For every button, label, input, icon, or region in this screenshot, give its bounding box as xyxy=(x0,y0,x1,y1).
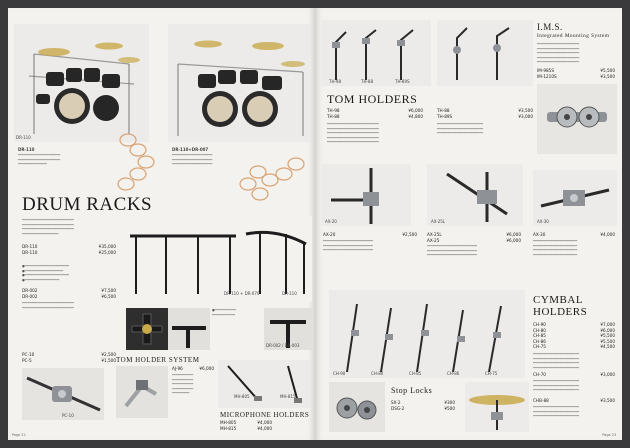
ax20-body: ━━━━━━━━━━━━━━━━━━━━━━━━━━ ━━━━━━━━━━━━━━━━━━━━━━━━━━ ━━━━━━━━━━━━━━━━━━━━━━━━━━ xyxy=(323,239,373,253)
stop-lock-photo xyxy=(329,382,385,432)
rack-model-2: DR-110 xyxy=(22,249,38,255)
ax-model-2-2: AX-25 xyxy=(427,237,440,243)
stop-lock-model-1: SX-2 xyxy=(391,400,401,405)
page-number-left: Page 22 xyxy=(12,433,26,437)
drum-racks-body: ━━━━━━━━━━━━━━━━━━━━━━━━━━━ ━━━━━━━━━━━━━━━━━━━━━━━━━━━ ━━━━━━━━━━━━━━━━━━━━━━━━━━━ ━━━━━━━━━━━━━━━━━━━ xyxy=(22,218,74,236)
tom-price-right-1: ¥3,500 xyxy=(518,108,533,113)
tom-holder-illustration-2 xyxy=(437,20,533,86)
pipe-clamp-models xyxy=(22,352,34,363)
rack-diagram xyxy=(126,216,312,302)
rack-joint-illustration-1 xyxy=(126,308,168,350)
cymbal-model-5: CH-75 xyxy=(533,344,546,350)
rack-price-1: ¥35,000 xyxy=(98,244,116,249)
ax-photo-label-1: AX-20 xyxy=(325,219,337,224)
rack-diagram-photo xyxy=(126,216,312,302)
caption-dr110-dr007-body: ━━━━━━━━━━━━━━━━━━━━━ ━━━━━━━━━━━━━━━━━━━━━ ━━━━━━━━━━━━━━━━━━━━━ xyxy=(172,153,213,167)
mic-holder-photo xyxy=(218,360,310,408)
ch70-body: ━━━━━━━━━━━━━━━━━━━━━━━━ ━━━━━━━━━━━━━━━━━━━━━━━━ ━━━━━━━━━━━━━━━━━━━━━━━━ xyxy=(533,379,580,393)
pipe-clamp-prices xyxy=(88,352,116,363)
ch-extra-price-2: ¥3,500 xyxy=(600,398,615,403)
mic-photo-label-2: MH-815 xyxy=(280,394,296,399)
mic-photo-label-1: MH-805 xyxy=(234,394,250,399)
cymbal-model-4: CH-86 xyxy=(533,338,546,344)
stop-lock-price-2: ¥500 xyxy=(444,405,455,411)
caption-dr110: DR-110 xyxy=(18,147,35,152)
ax25-illustration xyxy=(427,164,523,226)
mic-price-2: ¥4,000 xyxy=(257,425,272,431)
ax25-photo xyxy=(427,164,523,226)
ims-subtitle: Integrated Mounting System xyxy=(537,33,610,39)
section-title-tom-holder-system: TOM HOLDER SYSTEM xyxy=(116,356,200,364)
left-page xyxy=(8,8,315,440)
ax-price-2-1: ¥6,000 xyxy=(506,232,521,237)
mic-holder-illustration xyxy=(218,360,310,408)
tom-price-left-2: ¥4,800 xyxy=(408,113,423,119)
ax20-illustration xyxy=(321,164,411,226)
ax-model-2-1: AX-25L xyxy=(427,232,442,237)
accessory-prices xyxy=(88,288,116,299)
ax-photo-label-2: AX-25L xyxy=(431,219,446,224)
th-photo-label-3: TH-89S xyxy=(395,79,410,84)
tom-holder-illustration-1 xyxy=(321,20,431,86)
ax30-photo xyxy=(533,170,617,226)
drum-kit-illustration xyxy=(14,24,149,142)
accessory-body: ━━━━━━━━━━━━━━━━━━━━━━━━━━━ ━━━━━━━━━━━━━━━━━━━━━━━━━━━ xyxy=(22,301,74,310)
tom-holders-right-body: ━━━━━━━━━━━━━━━━━━━━━━━━ ━━━━━━━━━━━━━━━━━━━━━━━━ ━━━━━━━━━━━━━━━━━━━━━━━━ xyxy=(437,122,484,136)
cymbal-price-5: ¥4,500 xyxy=(600,344,615,350)
ax30-body: ━━━━━━━━━━━━━━━━━━━━━━━ ━━━━━━━━━━━━━━━━━━━━━━━ ━━━━━━━━━━━━━━━━━━━━━━━ ━━━━━━━━━━━━━━━━━━━━━━━ xyxy=(533,239,578,257)
accessory-price-2: ¥6,500 xyxy=(101,293,116,299)
mic-price-1: ¥4,000 xyxy=(257,420,272,425)
rack-joint-photo-3 xyxy=(264,308,312,350)
tom-holder-body: ━━━━━━━━━━━ ━━━━━━━━━━━ ━━━━━━━━━━━ ━━━━━━━━━━━ ━━━━━━━━━ xyxy=(172,373,194,396)
cymbal-holders-photo xyxy=(329,290,525,378)
pipe-clamp-price-1: ¥2,500 xyxy=(101,352,116,357)
tom-models-left xyxy=(327,108,340,119)
right-page xyxy=(315,8,622,440)
section-title-tom-holders: TOM HOLDERS xyxy=(327,92,418,106)
drum-kit-illustration-large xyxy=(168,24,310,142)
section-title-cymbal-holders: CYMBAL HOLDERS xyxy=(533,294,588,318)
tom-price-right-2: ¥3,000 xyxy=(518,113,533,119)
pipe-clamp-model-1: PC-10 xyxy=(22,352,35,357)
catalog-spread xyxy=(8,8,622,440)
caption-dr110-body: ━━━━━━━━━━━━━━━━━━━━━━ ━━━━━━━━━━━━━━━━━━━━━━ ━━━━━━━━━━━━━━━ xyxy=(18,153,61,167)
ims-prices xyxy=(587,68,615,79)
cymbal-model-1: CH-90 xyxy=(533,322,546,327)
cymbal-clamp-photo xyxy=(465,382,529,432)
rack-photo-label-3: DR-002 / DR-003 xyxy=(266,343,300,348)
cymbal-model-3: CH-85 xyxy=(533,333,546,339)
cymbal-model-2: CH-80 xyxy=(533,327,546,333)
cymbal-price-1: ¥7,000 xyxy=(600,322,615,327)
stop-lock-models xyxy=(391,400,404,411)
drum-kit-photo-dr110-dr007 xyxy=(168,24,310,142)
mic-prices xyxy=(248,420,272,431)
ch-extra-model-1: CH-70 xyxy=(533,372,546,377)
cymbal-clamp-illustration xyxy=(465,382,529,432)
rack-models xyxy=(22,244,37,255)
cymbal-price-3: ¥5,500 xyxy=(600,333,615,339)
tom-holder-model: AJ-96 xyxy=(172,366,183,371)
tom-model-right-2: TH-89S xyxy=(437,113,453,119)
rack-joint-notes: ●━━━━━━━━━━━ ━━━━━━━━━━━━ xyxy=(212,308,236,317)
ch-photo-label-2: CH-80 xyxy=(371,371,384,376)
ax-price-2-2: ¥6,000 xyxy=(506,237,521,243)
section-title-ims: I.M.S. xyxy=(537,22,563,32)
tom-holder-illustration xyxy=(116,366,168,418)
cymbal-models xyxy=(533,322,546,350)
tom-holder-photo-1 xyxy=(321,20,431,86)
accessory-model-1: DR-002 xyxy=(22,288,38,293)
ims-price-2: ¥3,500 xyxy=(600,73,615,79)
ch-photo-label-3: CH-85 xyxy=(409,371,422,376)
rack-prices xyxy=(88,244,116,255)
tom-prices-left xyxy=(395,108,423,119)
accessory-models xyxy=(22,288,37,299)
ax-models-3: AX-30 xyxy=(533,232,546,237)
ch-photo-label-4: CH-86 xyxy=(447,371,460,376)
tom-price-left-1: ¥6,000 xyxy=(408,108,423,113)
ims-body: ━━━━━━━━━━━━━━━━━━━━━━ ━━━━━━━━━━━━━━━━━━━━━━ ━━━━━━━━━━━━━━━━━━━━━━ ━━━━━━━━━━━━━━━━━━━━━━ ━━━━━━━━━━━━━━━━━━━━━━ xyxy=(537,42,580,65)
tom-holder-photo-2 xyxy=(437,20,533,86)
ax-prices-2 xyxy=(493,232,521,243)
section-title-drum-racks: DRUM RACKS xyxy=(22,194,153,215)
rack-photo-label-2: DR-110 xyxy=(282,291,297,296)
stop-lock-model-2: DSG-2 xyxy=(391,405,405,411)
clamp-photo-label: PC-10 xyxy=(62,413,74,418)
ims-model-2: IM-1210S xyxy=(537,73,557,79)
section-title-mic-holders: MICROPHONE HOLDERS xyxy=(220,411,310,419)
cymbal-holders-body: ━━━━━━━━━━━━━━━━━━━━━━━━ ━━━━━━━━━━━━━━━━━━━━━━━━ ━━━━━━━━━━━━━━━━━━━━━━━━ ━━━━━━━━━━━━━━━━━━━━━━━━ xyxy=(533,352,580,370)
ch-photo-label-1: CH-90 xyxy=(333,371,346,376)
mic-models xyxy=(220,420,236,431)
th-photo-label-1: TH-98 xyxy=(329,79,341,84)
rack-model-1: DR-110 xyxy=(22,244,38,249)
ax-models-1: AX-20 xyxy=(323,232,336,237)
mic-model-1: MH-805 xyxy=(220,420,237,425)
tom-model-right-1: TH-88 xyxy=(437,108,450,113)
ch-extra-price-1: ¥3,000 xyxy=(600,372,615,377)
tom-prices-right xyxy=(505,108,533,119)
cymbal-price-2: ¥6,000 xyxy=(600,327,615,333)
ch-photo-label-5: CH-75 xyxy=(485,371,498,376)
pipe-clamp-model-2: PC-5 xyxy=(22,357,32,363)
ims-models xyxy=(537,68,557,79)
caption-dr110-dr007: DR-110+DR-007 xyxy=(172,147,209,152)
tom-holder-price: ¥6,000 xyxy=(199,366,214,371)
tom-holder-photo xyxy=(116,366,168,418)
drum-kit-photo-dr110 xyxy=(14,24,149,142)
rack-joint-illustration-2 xyxy=(168,308,210,350)
cymbal-price-4: ¥5,500 xyxy=(600,338,615,344)
mic-model-2: MH-815 xyxy=(220,425,237,431)
accessory-model-2: DR-002 xyxy=(22,293,38,299)
ch-extra-model-2: CHB-88 xyxy=(533,398,549,403)
th-photo-label-2: TH-88 xyxy=(361,79,373,84)
ax-photo-label-3: AX-30 xyxy=(537,219,549,224)
rack-price-2: ¥25,000 xyxy=(98,249,116,255)
ax30-illustration xyxy=(533,170,617,226)
chb88-body: ━━━━━━━━━━━━━━━━━━━━━━━━ ━━━━━━━━━━━━━━━━━━━━━━━━ ━━━━━━━━━━━━━━━━━━━━━━━━ xyxy=(533,405,580,419)
rack-joint-photo-2 xyxy=(168,308,210,350)
ax-models-2 xyxy=(427,232,442,243)
ims-illustration xyxy=(537,84,617,154)
ims-model-1: IM-985S xyxy=(537,68,555,73)
stop-lock-price-1: ¥300 xyxy=(444,400,455,405)
pipe-clamp-photo xyxy=(22,368,104,420)
rack-photo-label-1: DR-110 + DR-070 xyxy=(224,291,260,296)
rack-joint-photo-1 xyxy=(126,308,168,350)
tom-models-right xyxy=(437,108,452,119)
tom-model-left-1: TH-98 xyxy=(327,108,340,113)
ax25-body: ━━━━━━━━━━━━━━━━━━━━━━━━━━ ━━━━━━━━━━━━━━━━━━━━━━━━━━ ━━━━━━━━━━━━━━━━━━━━━━━━━━ xyxy=(427,244,477,258)
ims-photo xyxy=(537,84,617,154)
accessory-price-1: ¥7,500 xyxy=(101,288,116,293)
ax20-photo xyxy=(321,164,411,226)
tom-holders-body: ━━━━━━━━━━━━━━━━━━━━━━━━━━━ ━━━━━━━━━━━━━━━━━━━━━━━━━━━ ━━━━━━━━━━━━━━━━━━━━━━━━━━━ ━━━━━━━━━━━━━━━━━━━━━━━━━━━ ━━━━━━━━━━━━━━━━━━━━━━━━━━━ xyxy=(327,122,379,145)
stop-lock-illustration xyxy=(329,382,385,432)
ax-prices-1: ¥2,500 xyxy=(402,232,417,237)
page-number-right: Page 23 xyxy=(602,433,616,437)
ims-price-1: ¥5,500 xyxy=(600,68,615,73)
stop-lock-prices xyxy=(433,400,455,411)
section-title-stop-locks: Stop Locks xyxy=(391,386,433,395)
ax-prices-3: ¥4,000 xyxy=(600,232,615,237)
cymbal-holders-illustration xyxy=(329,290,525,378)
cymbal-prices xyxy=(587,322,615,350)
photo-caption-left: DR-110 xyxy=(16,135,31,140)
rack-specs: ●━━━━━━━━━━━━━━━━━━━━━━━ ●━━━━━━━━━━━━━━━━━━━━ ●━━━━━━━━━━━━━━━━━━━━━━━ ●━━━━━━━━━━━━━━━━━━ xyxy=(22,264,69,282)
pipe-clamp-price-2: ¥1,500 xyxy=(101,357,116,363)
tom-model-left-2: TH-88 xyxy=(327,113,340,119)
